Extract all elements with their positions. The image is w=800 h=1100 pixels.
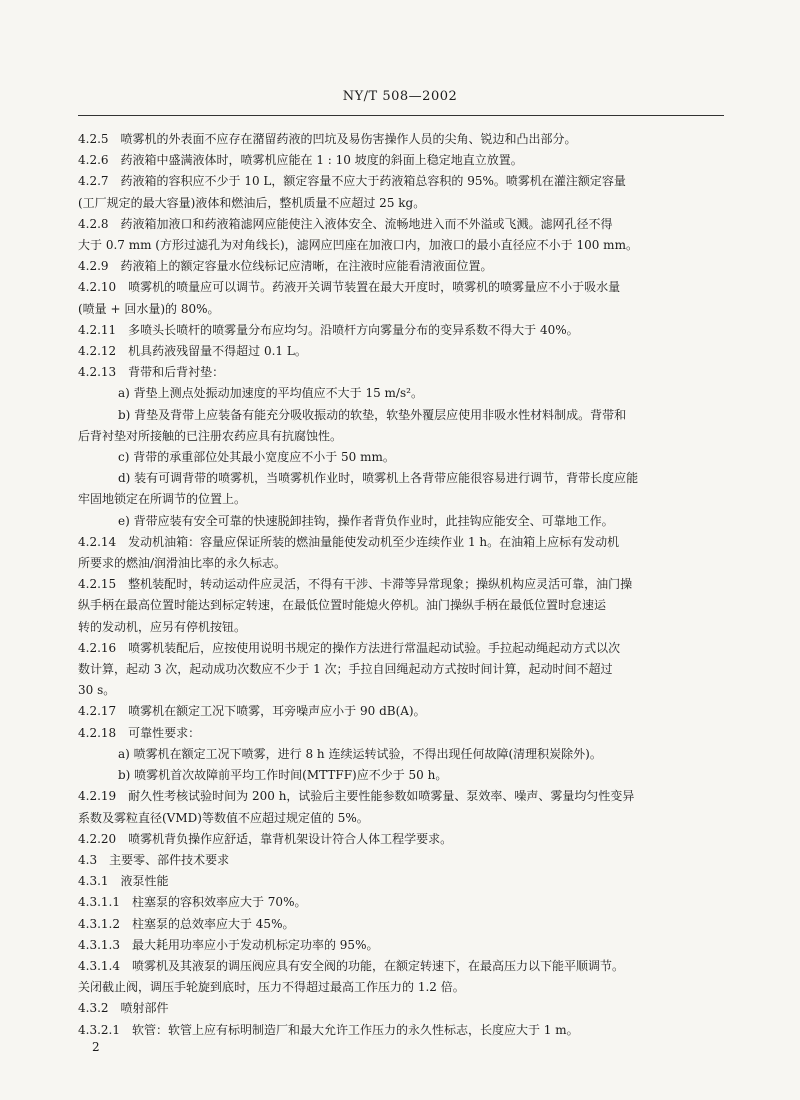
text-line: 4.3.1.2 柱塞泵的总效率应大于 45%。 — [78, 916, 295, 931]
text-line: c) 背带的承重部位处其最小宽度应不小于 50 mm。 — [118, 450, 395, 465]
text-line: 4.2.17 喷雾机在额定工况下喷雾，耳旁噪声应小于 90 dB(A)。 — [78, 704, 426, 719]
text-line: a) 喷雾机在额定工况下喷雾，进行 8 h 连续运转试验，不得出现任何故障(清理积炭除外)。 — [118, 746, 602, 761]
text-line: b) 喷雾机首次故障前平均工作时间(MTTFF)应不少于 50 h。 — [118, 768, 448, 783]
text-line: 4.3 主要零、部件技术要求 — [78, 852, 230, 867]
text-line: a) 背垫上测点处振动加速度的平均值应不大于 15 m/s²。 — [118, 386, 423, 401]
text-line: 4.2.7 药液箱的容积应不少于 10 L，额定容量不应大于药液箱总容积的 95%。喷雾机在灌注额定容量 — [78, 174, 626, 189]
text-line: d) 装有可调背带的喷雾机，当喷雾机作业时，喷雾机上各背带应能很容易进行调节，背带长度应能 — [118, 471, 639, 486]
text-line: 4.2.9 药液箱上的额定容量水位线标记应清晰，在注液时应能看清液面位置。 — [78, 259, 493, 274]
page-number: 2 — [92, 1040, 100, 1054]
text-line: 4.2.16 喷雾机装配后，应按使用说明书规定的操作方法进行常温起动试验。手拉起动绳起动方式以次 — [78, 640, 621, 655]
text-line: 4.2.15 整机装配时，转动运动件应灵活，不得有干涉、卡滞等异常现象；操纵机构应灵活可靠，油门操 — [78, 577, 633, 592]
text-line: 系数及雾粒直径(VMD)等数值不应超过规定值的 5%。 — [78, 810, 369, 825]
text-line: 牢固地锁定在所调节的位置上。 — [78, 492, 247, 507]
text-line: 4.2.6 药液箱中盛满液体时，喷雾机应能在 1 : 10 坡度的斜面上稳定地直立放置。 — [78, 153, 523, 168]
text-line: 4.2.11 多喷头长喷杆的喷雾量分布应均匀。沿喷杆方向雾量分布的变异系数不得大于 40%。 — [78, 322, 579, 337]
text-line: 4.2.8 药液箱加液口和药液箱滤网应能使注入液体安全、流畅地进入而不外溢或飞溅。滤网孔径不得 — [78, 216, 613, 231]
text-line: 4.3.1.4 喷雾机及其液泵的调压阀应具有安全阀的功能，在额定转速下，在最高压力以下能平顺调节。 — [78, 958, 624, 973]
text-line: 4.2.5 喷雾机的外表面不应存在潴留药液的凹坑及易伤害操作人员的尖角、锐边和凸出部分。 — [78, 132, 577, 146]
text-line: 所要求的燃油/润滑油比率的永久标志。 — [78, 556, 287, 571]
text-line: 纵手柄在最高位置时能达到标定转速，在最低位置时能熄火停机。油门操纵手柄在最低位置时怠速运 — [78, 598, 607, 613]
text-line: 4.2.20 喷雾机背负操作应舒适，靠背机架设计符合人体工程学要求。 — [78, 831, 453, 846]
text-line: 关闭截止阀，调压手轮旋到底时，压力不得超过最高工作压力的 1.2 倍。 — [78, 980, 465, 995]
text-line: 4.2.19 耐久性考核试验时间为 200 h，试验后主要性能参数如喷雾量、泵效率、噪声、雾量均匀性变异 — [78, 789, 635, 804]
text-line: 数计算，起动 3 次，起动成功次数应不少于 1 次；手拉自回绳起动方式按时间计算，起动时间不超过 — [78, 662, 613, 677]
text-line: 4.3.2.1 软管：软管上应有标明制造厂和最大允许工作压力的永久性标志，长度应大于 1 m。 — [78, 1022, 579, 1037]
text-line: 4.3.1.1 柱塞泵的容积效率应大于 70%。 — [78, 895, 307, 910]
text-line: b) 背垫及背带上应装备有能充分吸收振动的软垫，软垫外覆层应使用非吸水性材料制成。背带和 — [118, 407, 627, 422]
text-line: 4.2.12 机具药液残留量不得超过 0.1 L。 — [78, 344, 307, 359]
text-line: (喷量 + 回水量)的 80%。 — [78, 301, 220, 316]
header-rule — [78, 115, 724, 116]
text-line: 大于 0.7 mm (方形过滤孔为对角线长)，滤网应凹座在加液口内，加液口的最小直径应不小于 100 mm。 — [78, 238, 638, 253]
document-body — [78, 129, 724, 1041]
text-line: 4.2.10 喷雾机的喷量应可以调节。药液开关调节装置在最大开度时，喷雾机的喷雾量应不小于吸水量 — [78, 280, 621, 295]
text-line: e) 背带应装有安全可靠的快速脱卸挂钩，操作者背负作业时，此挂钩应能安全、可靠地工作。 — [118, 513, 614, 528]
text-line: 4.2.18 可靠性要求： — [78, 725, 201, 740]
text-line: 4.2.14 发动机油箱：容量应保证所装的燃油量能使发动机至少连续作业 1 h。在油箱上应标有发动机 — [78, 534, 620, 549]
text-line: 转的发动机，应另有停机按钮。 — [78, 619, 247, 634]
text-line: 4.2.13 背带和后背衬垫： — [78, 365, 225, 380]
text-line: (工厂规定的最大容量)液体和燃油后，整机质量不应超过 25 kg。 — [78, 195, 426, 210]
text-line: 后背衬垫对所接触的已注册农药应具有抗腐蚀性。 — [78, 428, 343, 443]
text-line: 4.3.1.3 最大耗用功率应小于发动机标定功率的 95%。 — [78, 937, 379, 952]
standard-code-header: NY/T 508—2002 — [342, 89, 458, 104]
text-line: 30 s。 — [78, 683, 116, 698]
text-line: 4.3.2 喷射部件 — [78, 1001, 169, 1016]
text-line: 4.3.1 液泵性能 — [78, 874, 169, 889]
